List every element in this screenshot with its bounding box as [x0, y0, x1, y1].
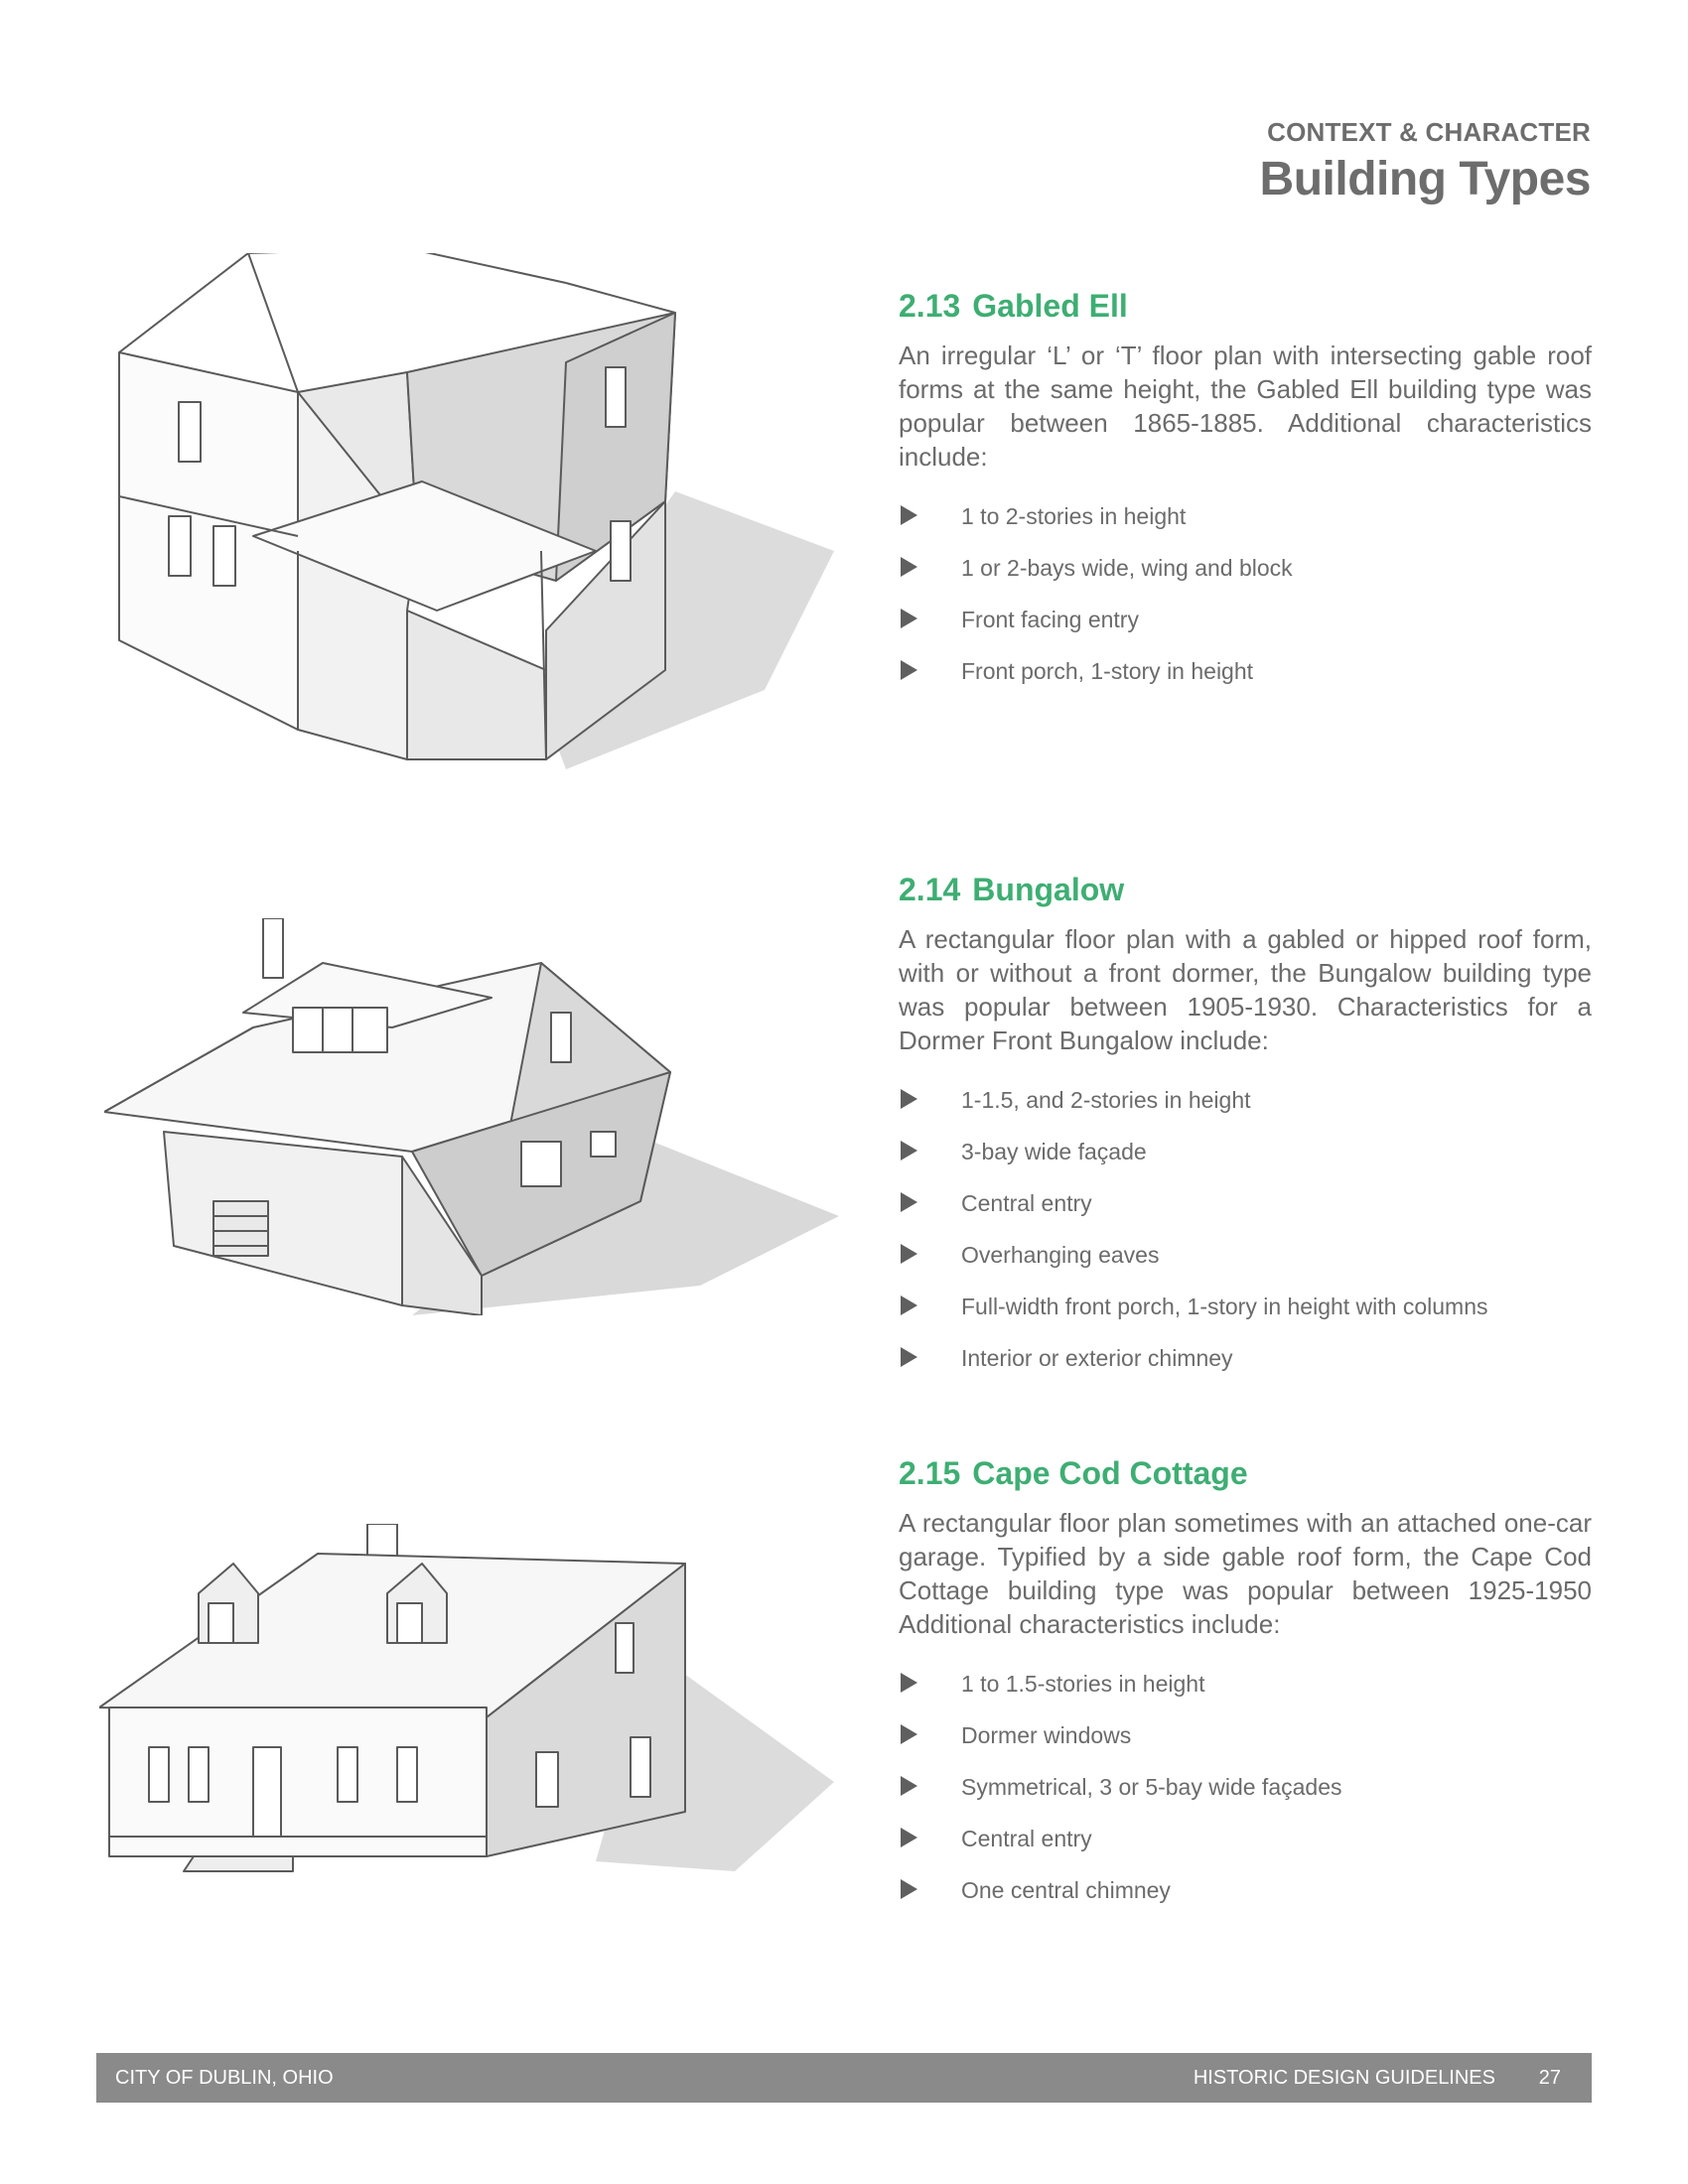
list-item: Symmetrical, 3 or 5-bay wide façades: [899, 1772, 1592, 1824]
list-item: One central chimney: [899, 1875, 1592, 1927]
section-gabled-ell: [899, 288, 1592, 708]
characteristics-list: [899, 1085, 1592, 1395]
list-item: Front facing entry: [899, 605, 1592, 656]
page-number: 27: [1538, 2067, 1561, 2089]
triangle-bullet-icon: [901, 1192, 917, 1212]
section-number: 2.15: [899, 1455, 961, 1491]
list-item: Dormer windows: [899, 1720, 1592, 1772]
cape-cod-illustration: [99, 1524, 834, 1891]
characteristics-list: [899, 1669, 1592, 1927]
list-item: 1 or 2-bays wide, wing and block: [899, 553, 1592, 605]
section-heading: [899, 872, 1592, 908]
bungalow-illustration: [104, 918, 839, 1315]
triangle-bullet-icon: [901, 505, 917, 525]
triangle-bullet-icon: [901, 609, 917, 628]
list-item: Overhanging eaves: [899, 1240, 1592, 1292]
section-number: 2.13: [899, 288, 961, 324]
section-title: Gabled Ell: [972, 288, 1128, 324]
triangle-bullet-icon: [901, 1724, 917, 1744]
section-description: A rectangular floor plan sometimes with an attached one-car garage. Typified by a side gable roof form, the Cape Cod Cottage building type was popular between 1925-1950 Additional characteristics include:: [899, 1508, 1592, 1639]
section-cape-cod-cottage: [899, 1455, 1592, 1927]
list-item: Full-width front porch, 1-story in height with columns: [899, 1292, 1592, 1343]
list-item: Central entry: [899, 1824, 1592, 1875]
list-item: 1 to 2-stories in height: [899, 501, 1592, 553]
triangle-bullet-icon: [901, 557, 917, 577]
triangle-bullet-icon: [901, 1296, 917, 1315]
section-heading: [899, 288, 1592, 325]
triangle-bullet-icon: [901, 660, 917, 680]
triangle-bullet-icon: [901, 1879, 917, 1899]
section-title: Bungalow: [972, 872, 1125, 907]
triangle-bullet-icon: [901, 1673, 917, 1693]
characteristics-list: [899, 501, 1592, 708]
section-description: A rectangular floor plan with a gabled or hipped roof form, with or without a front dormer, the Bungalow building type was popular between 1905-1930. Characteristics for a Dormer Front Bungalow include:: [899, 924, 1592, 1055]
list-item: Central entry: [899, 1188, 1592, 1240]
page-footer: [96, 2053, 1592, 2103]
triangle-bullet-icon: [901, 1347, 917, 1367]
triangle-bullet-icon: [901, 1141, 917, 1160]
list-item: Front porch, 1-story in height: [899, 656, 1592, 708]
triangle-bullet-icon: [901, 1089, 917, 1109]
footer-document-title: HISTORIC DESIGN GUIDELINES: [1193, 2067, 1495, 2089]
gabled-ell-illustration: [99, 253, 834, 769]
section-kicker: CONTEXT & CHARACTER: [1267, 117, 1591, 147]
triangle-bullet-icon: [901, 1776, 917, 1796]
page-header: [1260, 117, 1591, 206]
list-item: 3-bay wide façade: [899, 1137, 1592, 1188]
section-heading: [899, 1455, 1592, 1492]
list-item: 1-1.5, and 2-stories in height: [899, 1085, 1592, 1137]
section-bungalow: [899, 872, 1592, 1395]
page-title: Building Types: [1259, 153, 1591, 205]
section-description: An irregular ‘L’ or ‘T’ floor plan with intersecting gable roof forms at the same height, the Gabled Ell building type was popular between 1865-1885. Additional characteristics include:: [899, 341, 1592, 472]
triangle-bullet-icon: [901, 1828, 917, 1847]
triangle-bullet-icon: [901, 1244, 917, 1264]
list-item: Interior or exterior chimney: [899, 1343, 1592, 1395]
footer-city: CITY OF DUBLIN, OHIO: [115, 2067, 334, 2089]
section-number: 2.14: [899, 872, 961, 907]
section-title: Cape Cod Cottage: [972, 1455, 1248, 1491]
list-item: 1 to 1.5-stories in height: [899, 1669, 1592, 1720]
